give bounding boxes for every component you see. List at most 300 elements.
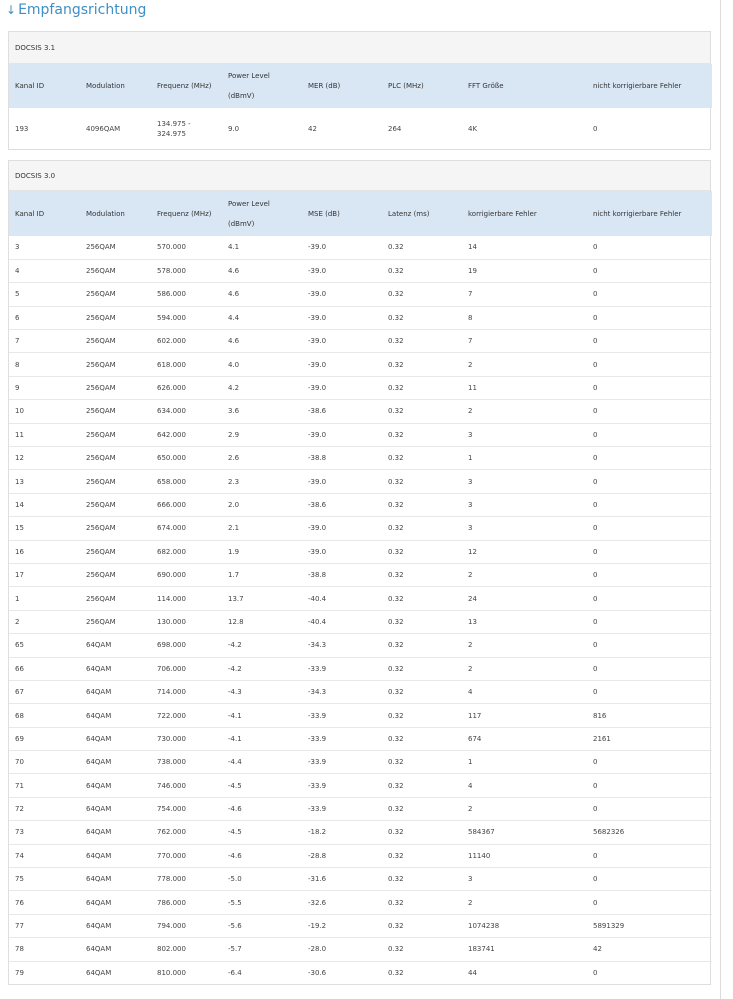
table-cell: 0.32 <box>382 868 462 891</box>
table-cell: 64QAM <box>80 751 151 774</box>
table-cell: 2 <box>462 563 587 586</box>
table-row <box>9 540 712 563</box>
table-cell: 16 <box>9 540 80 563</box>
docsis30-header-cell: Modulation <box>80 191 151 236</box>
table-cell: 0.32 <box>382 283 462 306</box>
table-cell: 64QAM <box>80 821 151 844</box>
table-cell: 15 <box>9 517 80 540</box>
table-cell: 4.6 <box>222 330 302 353</box>
table-row <box>9 283 712 306</box>
table-cell: 9 <box>9 376 80 399</box>
table-cell: 0.32 <box>382 259 462 282</box>
table-cell: 11 <box>462 376 587 399</box>
table-cell: -34.3 <box>302 680 382 703</box>
table-row <box>9 423 712 446</box>
table-cell: -33.9 <box>302 727 382 750</box>
table-cell: 256QAM <box>80 563 151 586</box>
table-cell: 0.32 <box>382 376 462 399</box>
table-cell: 802.000 <box>151 938 222 961</box>
table-cell: 64QAM <box>80 961 151 984</box>
table-cell: 256QAM <box>80 259 151 282</box>
table-cell: 5682326 <box>587 821 712 844</box>
table-cell: 65 <box>9 634 80 657</box>
table-cell: 4096QAM <box>86 124 121 133</box>
table-cell: 3 <box>462 517 587 540</box>
table-cell: -33.9 <box>302 704 382 727</box>
table-row <box>9 821 712 844</box>
table-cell: 4.0 <box>222 353 302 376</box>
table-cell: 0 <box>587 330 712 353</box>
table-cell: -39.0 <box>302 376 382 399</box>
table-cell: 0.32 <box>382 704 462 727</box>
table-cell: 7 <box>462 283 587 306</box>
table-cell: 2.9 <box>222 423 302 446</box>
table-cell: -4.1 <box>222 704 302 727</box>
table-cell: 3 <box>15 243 20 252</box>
docsis31-header-cell: Kanal ID <box>9 64 80 108</box>
docsis30-header-cell: Frequenz (MHz) <box>151 191 222 236</box>
table-cell: 0 <box>587 259 712 282</box>
docsis31-header-cell: PLC (MHz) <box>382 64 462 108</box>
table-cell: 2 <box>462 634 587 657</box>
page-border <box>720 0 721 999</box>
table-row <box>9 914 712 937</box>
table-cell: 2 <box>462 400 587 423</box>
table-row <box>9 517 712 540</box>
table-cell: 42 <box>308 124 317 133</box>
table-cell: 0.32 <box>382 610 462 633</box>
table-row <box>9 447 712 470</box>
table-cell: 7 <box>462 330 587 353</box>
table-cell: 17 <box>9 563 80 586</box>
table-cell: 256QAM <box>80 517 151 540</box>
table-row <box>9 470 712 493</box>
table-cell: 64QAM <box>80 680 151 703</box>
table-cell: 0.32 <box>382 563 462 586</box>
table-cell: 3.6 <box>222 400 302 423</box>
table-cell: -28.0 <box>302 938 382 961</box>
table-cell: 64QAM <box>80 727 151 750</box>
table-cell: 12.8 <box>222 610 302 633</box>
table-cell: 256QAM <box>80 353 151 376</box>
table-cell: 256QAM <box>80 610 151 633</box>
table-cell: -4.5 <box>222 774 302 797</box>
table-cell: 256QAM <box>80 400 151 423</box>
table-cell: 256QAM <box>80 493 151 516</box>
docsis30-header-cell: Kanal ID <box>9 191 80 236</box>
table-cell: -19.2 <box>302 914 382 937</box>
table-row <box>9 961 712 984</box>
table-cell: 0 <box>587 891 712 914</box>
table-cell: 0.32 <box>382 680 462 703</box>
table-cell: 256QAM <box>80 470 151 493</box>
table-cell: 64QAM <box>80 914 151 937</box>
table-cell: 264 <box>388 124 402 133</box>
table-cell: 70 <box>9 751 80 774</box>
table-cell: 0.32 <box>382 844 462 867</box>
table-cell: 73 <box>9 821 80 844</box>
table-row <box>9 727 712 750</box>
table-row <box>9 108 712 149</box>
table-cell: 6 <box>9 306 80 329</box>
table-cell: 44 <box>462 961 587 984</box>
table-cell: 0.32 <box>388 243 404 252</box>
table-cell: 0 <box>587 680 712 703</box>
table-cell: -4.3 <box>222 680 302 703</box>
table-cell: 0.32 <box>382 587 462 610</box>
docsis30-header-row <box>9 191 712 236</box>
table-row <box>9 868 712 891</box>
table-cell: 64QAM <box>80 844 151 867</box>
table-cell: 0 <box>587 540 712 563</box>
table-row <box>9 657 712 680</box>
table-cell: 666.000 <box>151 493 222 516</box>
table-cell: 0 <box>587 961 712 984</box>
table-cell: 183741 <box>462 938 587 961</box>
table-cell: 4.1 <box>228 243 240 252</box>
table-cell: 14 <box>468 243 477 252</box>
table-cell: 256QAM <box>80 587 151 610</box>
table-cell: 3 <box>462 470 587 493</box>
table-cell: 642.000 <box>151 423 222 446</box>
table-cell: -4.4 <box>222 751 302 774</box>
table-cell: -4.5 <box>222 821 302 844</box>
table-cell: 0 <box>587 657 712 680</box>
table-cell: 3 <box>462 868 587 891</box>
table-cell: 586.000 <box>151 283 222 306</box>
table-cell: 2.6 <box>222 447 302 470</box>
table-cell: 256QAM <box>80 540 151 563</box>
table-cell: 4.6 <box>222 283 302 306</box>
table-cell: 0.32 <box>382 353 462 376</box>
table-cell: -38.8 <box>302 563 382 586</box>
table-cell: 2 <box>9 610 80 633</box>
table-cell: 0.32 <box>382 493 462 516</box>
table-cell: 0.32 <box>382 938 462 961</box>
table-cell: -4.6 <box>222 797 302 820</box>
table-cell: 0 <box>587 306 712 329</box>
table-cell: 69 <box>9 727 80 750</box>
table-cell: 0.32 <box>382 797 462 820</box>
table-cell: 76 <box>9 891 80 914</box>
table-cell: -39.0 <box>302 470 382 493</box>
docsis31-header-cell: Frequenz (MHz) <box>151 64 222 108</box>
table-cell: -4.2 <box>222 657 302 680</box>
table-row <box>9 891 712 914</box>
table-cell: -39.0 <box>302 259 382 282</box>
table-cell: 0.32 <box>382 423 462 446</box>
table-cell: -38.6 <box>302 400 382 423</box>
table-cell: 67 <box>9 680 80 703</box>
docsis31-header-cell: Modulation <box>80 64 151 108</box>
table-cell: 0.32 <box>382 727 462 750</box>
table-cell: -39.0 <box>308 243 327 252</box>
table-cell: 256QAM <box>86 243 116 252</box>
table-cell: 1 <box>462 751 587 774</box>
table-cell: 816 <box>587 704 712 727</box>
table-cell: -31.6 <box>302 868 382 891</box>
table-cell: 11140 <box>462 844 587 867</box>
table-cell: 64QAM <box>80 868 151 891</box>
table-cell: 117 <box>462 704 587 727</box>
docsis31-panel <box>8 31 711 150</box>
table-cell: 674.000 <box>151 517 222 540</box>
table-cell: 4 <box>9 259 80 282</box>
table-cell: 256QAM <box>80 283 151 306</box>
table-cell: 4 <box>462 680 587 703</box>
table-cell: 0.32 <box>382 330 462 353</box>
docsis31-header-row <box>9 64 712 108</box>
table-cell: 114.000 <box>151 587 222 610</box>
table-cell: -6.4 <box>222 961 302 984</box>
table-cell: 674 <box>462 727 587 750</box>
table-cell: 0.32 <box>382 914 462 937</box>
table-cell: 68 <box>9 704 80 727</box>
table-cell: 594.000 <box>151 306 222 329</box>
table-cell: 0 <box>587 493 712 516</box>
table-cell: 14 <box>9 493 80 516</box>
table-cell: 618.000 <box>151 353 222 376</box>
table-cell: 3 <box>462 423 587 446</box>
table-row <box>9 400 712 423</box>
table-cell: -28.8 <box>302 844 382 867</box>
table-cell: 4.2 <box>222 376 302 399</box>
docsis30-panel-title: DOCSIS 3.0 <box>9 161 710 191</box>
table-cell: 13.7 <box>222 587 302 610</box>
table-cell: 4 <box>462 774 587 797</box>
docsis30-header-cell: nicht korrigierbare Fehler <box>587 191 712 236</box>
table-cell: 4.6 <box>222 259 302 282</box>
docsis30-panel <box>8 160 711 985</box>
table-cell: -30.6 <box>302 961 382 984</box>
table-row <box>9 376 712 399</box>
section-heading-label: Empfangsrichtung <box>18 2 147 18</box>
table-cell: 0.32 <box>382 751 462 774</box>
table-cell: 0 <box>587 423 712 446</box>
table-cell: 0 <box>587 400 712 423</box>
table-cell: -38.6 <box>302 493 382 516</box>
table-row <box>9 844 712 867</box>
table-row <box>9 236 712 259</box>
table-cell: 0 <box>587 751 712 774</box>
table-cell: 810.000 <box>151 961 222 984</box>
table-cell: 0 <box>587 517 712 540</box>
table-cell: 746.000 <box>151 774 222 797</box>
table-cell: 1 <box>9 587 80 610</box>
table-cell: -39.0 <box>302 517 382 540</box>
table-cell: 256QAM <box>80 306 151 329</box>
table-cell: 42 <box>587 938 712 961</box>
table-cell: 75 <box>9 868 80 891</box>
table-cell: 0.32 <box>382 821 462 844</box>
table-cell: 0 <box>587 797 712 820</box>
table-row <box>9 563 712 586</box>
table-row <box>9 493 712 516</box>
table-cell: 64QAM <box>80 704 151 727</box>
table-cell: 2.0 <box>222 493 302 516</box>
table-cell: -39.0 <box>302 283 382 306</box>
table-cell: -39.0 <box>302 353 382 376</box>
table-cell: -40.4 <box>302 587 382 610</box>
table-cell: -39.0 <box>302 540 382 563</box>
table-cell: 74 <box>9 844 80 867</box>
table-cell: 650.000 <box>151 447 222 470</box>
table-cell: 130.000 <box>151 610 222 633</box>
table-cell: 5891329 <box>587 914 712 937</box>
table-cell: 5 <box>9 283 80 306</box>
table-cell: 0.32 <box>382 774 462 797</box>
table-cell: -4.2 <box>222 634 302 657</box>
table-cell: 770.000 <box>151 844 222 867</box>
table-cell: 10 <box>9 400 80 423</box>
table-cell: 578.000 <box>151 259 222 282</box>
table-row <box>9 704 712 727</box>
table-cell: -5.5 <box>222 891 302 914</box>
table-cell: 64QAM <box>80 634 151 657</box>
table-cell: 24 <box>462 587 587 610</box>
table-cell: 4K <box>468 124 478 133</box>
table-cell: 1 <box>462 447 587 470</box>
table-cell: -4.1 <box>222 727 302 750</box>
table-cell: 0.32 <box>382 470 462 493</box>
table-cell: -5.6 <box>222 914 302 937</box>
docsis31-header-cell: Power Level (dBmV) <box>222 64 302 108</box>
table-cell: -38.8 <box>302 447 382 470</box>
table-row <box>9 634 712 657</box>
table-row <box>9 751 712 774</box>
table-cell: 738.000 <box>151 751 222 774</box>
table-cell: 584367 <box>462 821 587 844</box>
table-cell: 0.32 <box>382 891 462 914</box>
table-cell: 64QAM <box>80 774 151 797</box>
table-cell: 11 <box>9 423 80 446</box>
docsis31-panel-title: DOCSIS 3.1 <box>9 32 710 64</box>
table-cell: 602.000 <box>151 330 222 353</box>
table-cell: 2 <box>462 797 587 820</box>
table-cell: 754.000 <box>151 797 222 820</box>
table-cell: 9.0 <box>228 124 240 133</box>
table-cell: 762.000 <box>151 821 222 844</box>
docsis31-header-cell: MER (dB) <box>302 64 382 108</box>
table-cell: 134.975 - 324.975 <box>157 119 191 138</box>
table-cell: 698.000 <box>151 634 222 657</box>
table-cell: 66 <box>9 657 80 680</box>
table-cell: -39.0 <box>302 423 382 446</box>
table-cell: 682.000 <box>151 540 222 563</box>
table-cell: 13 <box>462 610 587 633</box>
table-cell: -33.9 <box>302 774 382 797</box>
table-cell: 2.1 <box>222 517 302 540</box>
table-cell: 0 <box>587 470 712 493</box>
table-cell: 72 <box>9 797 80 820</box>
table-cell: 690.000 <box>151 563 222 586</box>
table-cell: 2 <box>462 657 587 680</box>
table-cell: 0 <box>587 587 712 610</box>
table-cell: 8 <box>9 353 80 376</box>
section-heading-empfangsrichtung[interactable] <box>6 0 146 20</box>
docsis31-header-cell: FFT Größe <box>462 64 587 108</box>
table-cell: 2 <box>462 891 587 914</box>
table-cell: 19 <box>462 259 587 282</box>
table-cell: -5.0 <box>222 868 302 891</box>
table-cell: 0 <box>593 243 598 252</box>
table-row <box>9 797 712 820</box>
table-cell: 794.000 <box>151 914 222 937</box>
table-cell: 256QAM <box>80 423 151 446</box>
table-cell: -40.4 <box>302 610 382 633</box>
table-cell: 706.000 <box>151 657 222 680</box>
arrow-down-icon: ↓ <box>6 3 17 17</box>
table-row <box>9 774 712 797</box>
table-cell: -39.0 <box>302 330 382 353</box>
table-cell: -33.9 <box>302 797 382 820</box>
table-cell: -5.7 <box>222 938 302 961</box>
table-cell: -18.2 <box>302 821 382 844</box>
table-cell: 193 <box>15 124 29 133</box>
table-cell: 0 <box>587 563 712 586</box>
table-cell: 730.000 <box>151 727 222 750</box>
table-cell: 0 <box>587 634 712 657</box>
table-cell: 78 <box>9 938 80 961</box>
table-row <box>9 680 712 703</box>
table-cell: 0 <box>587 376 712 399</box>
table-cell: 256QAM <box>80 330 151 353</box>
table-cell: -39.0 <box>302 306 382 329</box>
table-cell: 0.32 <box>382 657 462 680</box>
table-cell: 714.000 <box>151 680 222 703</box>
table-cell: 64QAM <box>80 797 151 820</box>
table-cell: 0.32 <box>382 517 462 540</box>
table-cell: 658.000 <box>151 470 222 493</box>
table-cell: 0 <box>587 447 712 470</box>
table-cell: 64QAM <box>80 938 151 961</box>
table-row <box>9 259 712 282</box>
table-cell: 12 <box>462 540 587 563</box>
docsis30-header-cell: Latenz (ms) <box>382 191 462 236</box>
table-cell: 1.9 <box>222 540 302 563</box>
table-cell: 64QAM <box>80 657 151 680</box>
table-cell: 0.32 <box>382 306 462 329</box>
table-cell: 786.000 <box>151 891 222 914</box>
table-cell: -34.3 <box>302 634 382 657</box>
table-cell: 0.32 <box>382 540 462 563</box>
table-cell: 71 <box>9 774 80 797</box>
table-cell: -32.6 <box>302 891 382 914</box>
table-cell: 256QAM <box>80 376 151 399</box>
table-cell: 77 <box>9 914 80 937</box>
docsis30-table <box>9 191 712 985</box>
table-cell: -33.9 <box>302 657 382 680</box>
docsis30-header-cell: MSE (dB) <box>302 191 382 236</box>
table-cell: 2 <box>462 353 587 376</box>
table-cell: 0 <box>587 610 712 633</box>
table-row <box>9 330 712 353</box>
table-cell: -33.9 <box>302 751 382 774</box>
table-cell: 3 <box>462 493 587 516</box>
table-row <box>9 587 712 610</box>
table-cell: 0 <box>587 868 712 891</box>
table-cell: 7 <box>9 330 80 353</box>
table-cell: 722.000 <box>151 704 222 727</box>
table-row <box>9 938 712 961</box>
table-cell: 12 <box>9 447 80 470</box>
table-row <box>9 610 712 633</box>
table-row <box>9 353 712 376</box>
table-cell: 0.32 <box>382 961 462 984</box>
table-cell: 0 <box>587 353 712 376</box>
table-cell: 634.000 <box>151 400 222 423</box>
table-cell: 8 <box>462 306 587 329</box>
